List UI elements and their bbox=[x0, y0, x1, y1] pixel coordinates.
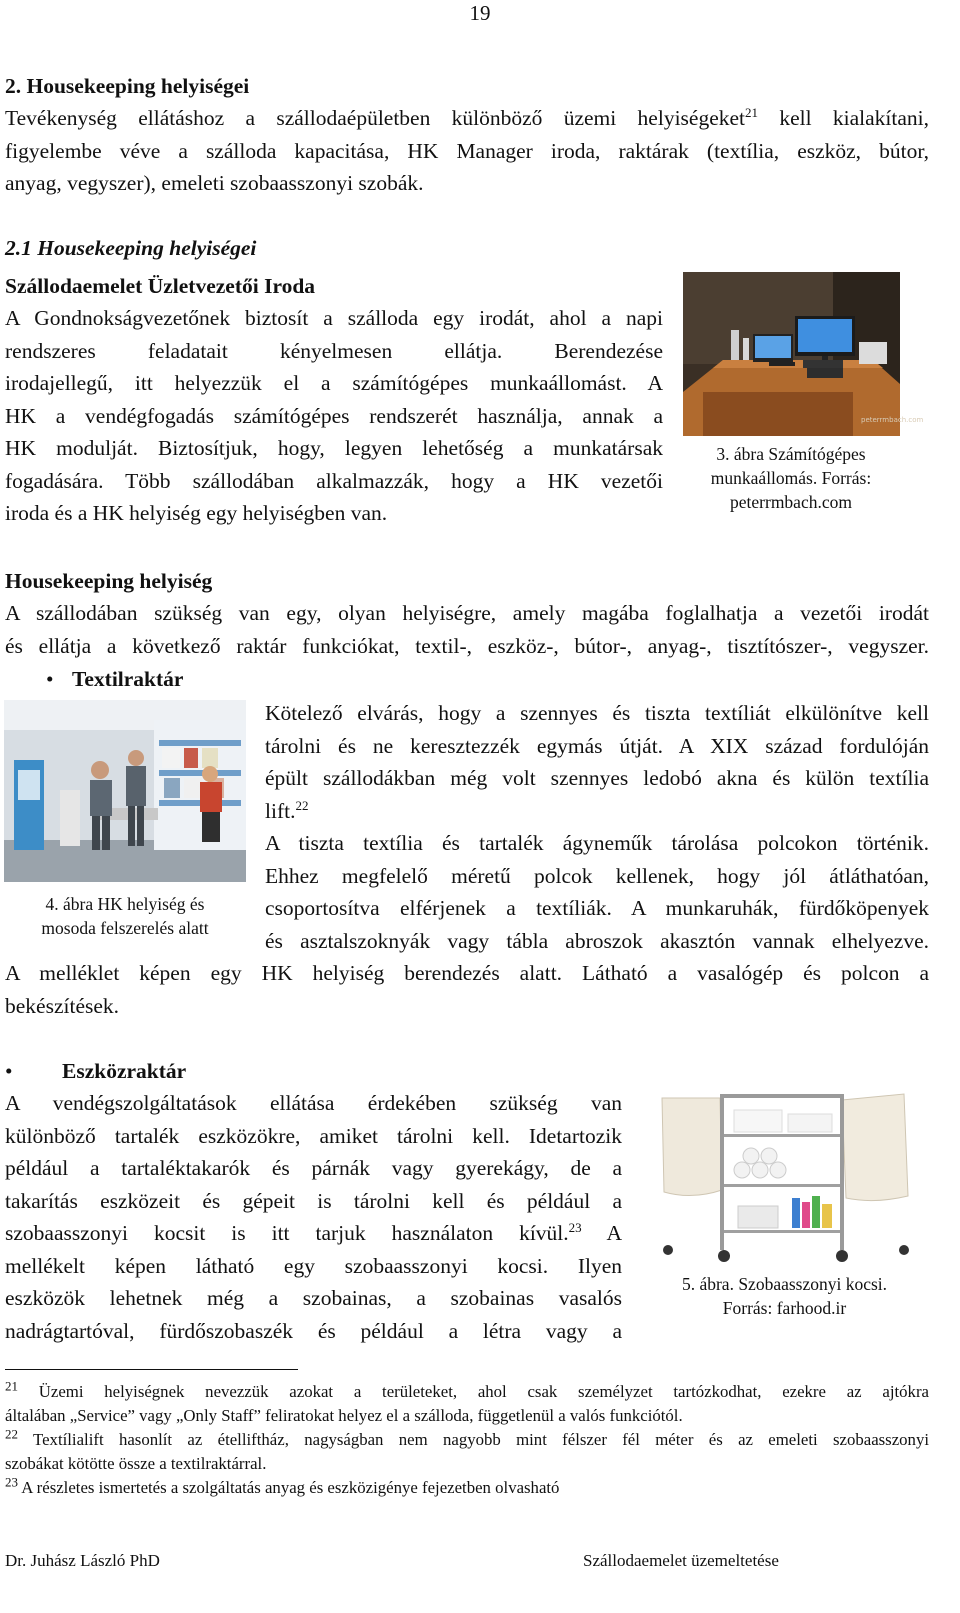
footnote-22-line-2: szobákat kötötte össze a textilraktárral. bbox=[5, 1454, 267, 1473]
section-2-heading: 2. Housekeeping helyiségei bbox=[5, 74, 250, 98]
textile-full-text bbox=[5, 957, 929, 1022]
tools-line-1: A vendégszolgáltatások ellátása érdekében szükség van bbox=[5, 1091, 622, 1115]
tools-line-5: szobaasszonyi kocsit is itt tarjuk használaton kívül.$^{23}$ A bbox=[5, 1219, 622, 1245]
tools-line-3: például a tartaléktakarók és párnák vagy gyerekágy, de a bbox=[5, 1156, 622, 1180]
tools-line-2: különböző tartalék eszközökre, amiket tárolni kell. Idetartozik bbox=[5, 1123, 622, 1148]
textile-line-5: A tiszta textília és tartalék ágyneműk tárolása polcokon történik. bbox=[265, 831, 929, 855]
footnote-ref-22[interactable]: 22 bbox=[295, 797, 309, 813]
textile-bullet bbox=[46, 663, 183, 695]
page-number: 19 bbox=[469, 1, 491, 25]
office-line-5: HK modulját. Biztosítjuk, hogy, legyen lehetőség a munkatársak bbox=[5, 436, 663, 460]
tools-line-7: eszközök lehetnek még a szobainas, a szobainas vasalós bbox=[5, 1286, 622, 1310]
figure-3-workstation-photo bbox=[683, 272, 924, 436]
textile-line-3: épült szállodákban még volt szennyes ledobó akna és külön textília bbox=[265, 766, 929, 790]
hk-room-section bbox=[5, 565, 929, 662]
textile-line-7: csoportosítva elférjenek a textíliák. A munkaruhák, fürdőköpenyek bbox=[265, 896, 929, 920]
footnote-21-line-1: $^{21}$ Üzemi helyiségnek nevezzük azokat a területeket, ahol csak személyzet tartózkodhat, ezekre az ajtókra bbox=[5, 1378, 929, 1401]
section-2-line-2: figyelembe véve a szálloda kapacitása, HK Manager iroda, raktárak (textília, eszköz, bútor, bbox=[5, 138, 929, 163]
footnote-separator bbox=[5, 1369, 298, 1370]
tools-line-6: mellékelt képen látható egy szobaasszonyi kocsi. Ilyen bbox=[5, 1253, 622, 1278]
section-2-line-3: anyag, vegyszer), emeleti szobaasszonyi szobák. bbox=[5, 171, 424, 195]
section-2-1-heading: 2.1 Housekeeping helyiségei bbox=[5, 236, 257, 260]
office-line-4: HK a vendégfogadás számítógépes rendszerét használja, annak a bbox=[5, 403, 663, 428]
footnote-23-line-1: $^{23}$ A részletes ismertetés a szolgáltatás anyag és eszközigénye fejezetben olvasható bbox=[5, 1474, 560, 1497]
textile-line-1: Kötelező elvárás, hogy a szennyes és tiszta textíliát elkülönítve kell bbox=[265, 701, 929, 725]
textile-full-line-1: A melléklet képen egy HK helyiség berendezés alatt. Látható a vasalógép és polcon a bbox=[5, 961, 929, 985]
section-2-1 bbox=[5, 232, 663, 530]
figure-4-caption: 4. ábra HK helyiség és mosoda felszerelés alatt bbox=[41, 894, 209, 938]
footnote-ref-23[interactable]: 23 bbox=[568, 1219, 582, 1235]
figure-3-caption: 3. ábra Számítógépes munkaállomás. Forrás: peterrmbach.com bbox=[710, 444, 872, 512]
footnotes bbox=[5, 1380, 929, 1500]
office-line-6: fogadására. Több szállodában alkalmazzák, hogy a HK vezetői bbox=[5, 468, 663, 493]
textile-line-4: lift.$^{22}$ bbox=[265, 797, 309, 823]
textile-text bbox=[265, 697, 929, 957]
textile-line-8: és asztalszoknyák vagy tábla abroszok akasztón vannak elhelyezve. bbox=[265, 928, 929, 953]
figure-5-caption: 5. ábra. Szobaasszonyi kocsi. Forrás: farhood.ir bbox=[681, 1274, 888, 1318]
section-2 bbox=[5, 70, 929, 200]
figure-3-watermark: peterrmbach.com bbox=[861, 416, 924, 424]
tools-line-8: nadrágtartóval, fürdőszobaszék és például a létra vagy a bbox=[5, 1318, 622, 1343]
tools-bullet bbox=[5, 1055, 186, 1087]
textile-bullet-label: Textilraktár bbox=[72, 667, 184, 691]
footnote-ref-21[interactable]: 21 bbox=[745, 104, 759, 120]
tools-text bbox=[5, 1087, 622, 1347]
office-line-2: rendszeres feladatait kényelmesen ellátja. Berendezése bbox=[5, 338, 663, 363]
tools-line-4: takarítás eszközeit és gépeit is tárolni kell és például a bbox=[5, 1188, 622, 1213]
bullet-icon: • bbox=[46, 667, 54, 691]
footer-title: Szállodaemelet üzemeltetése bbox=[583, 1551, 779, 1570]
office-line-1: A Gondnokságvezetőnek biztosít a szálloda egy irodát, ahol a napi bbox=[5, 306, 663, 330]
section-2-line-1: Tevékenység ellátáshoz a szállodaépületben különböző üzemi helyiségeket$^{21}$ kell kialakítani, bbox=[5, 104, 929, 130]
textile-line-2: tárolni és ne keresztezzék egymás útját. A XIX század fordulóján bbox=[265, 733, 929, 758]
hk-room-heading: Housekeeping helyiség bbox=[5, 569, 213, 593]
textile-line-6: Ehhez megfelelő méretű polcok kellenek, hogy jól átláthatóan, bbox=[265, 863, 929, 888]
hk-room-line-2: és ellátja a következő raktár funkciókat, textil-, eszköz-, bútor-, anyag-, tisztítószer-, vegyszer. bbox=[5, 633, 929, 658]
office-line-7: iroda és a HK helyiség egy helyiségben van. bbox=[5, 501, 388, 525]
bullet-icon: • bbox=[5, 1059, 13, 1083]
footnote-21-line-2: általában „Service” vagy „Only Staff” feliratokat helyez el a szálloda, függetlenül a valós funkciótól. bbox=[5, 1406, 683, 1425]
textile-full-line-2: bekészítések. bbox=[5, 993, 120, 1018]
hk-room-line-1: A szállodában szükség van egy, olyan helyiségre, amely magába foglalhatja a vezetői irodát bbox=[5, 601, 929, 625]
office-subheading: Szállodaemelet Üzletvezetői Iroda bbox=[5, 274, 316, 298]
footnote-22-line-1: $^{22}$ Textílialift hasonlít az ételliftház, nagyságban nem nagyobb mint félszer fél méter és az emeleti szobaasszonyi bbox=[5, 1426, 929, 1449]
footer-author: Dr. Juhász László PhD bbox=[5, 1551, 160, 1570]
office-line-3: irodajellegű, itt helyezzük el a számítógépes munkaállomást. A bbox=[5, 371, 663, 395]
tools-bullet-label: Eszközraktár bbox=[62, 1059, 187, 1083]
figure-5-cart-photo bbox=[642, 1080, 927, 1266]
figure-4-hk-room-photo bbox=[4, 700, 246, 882]
